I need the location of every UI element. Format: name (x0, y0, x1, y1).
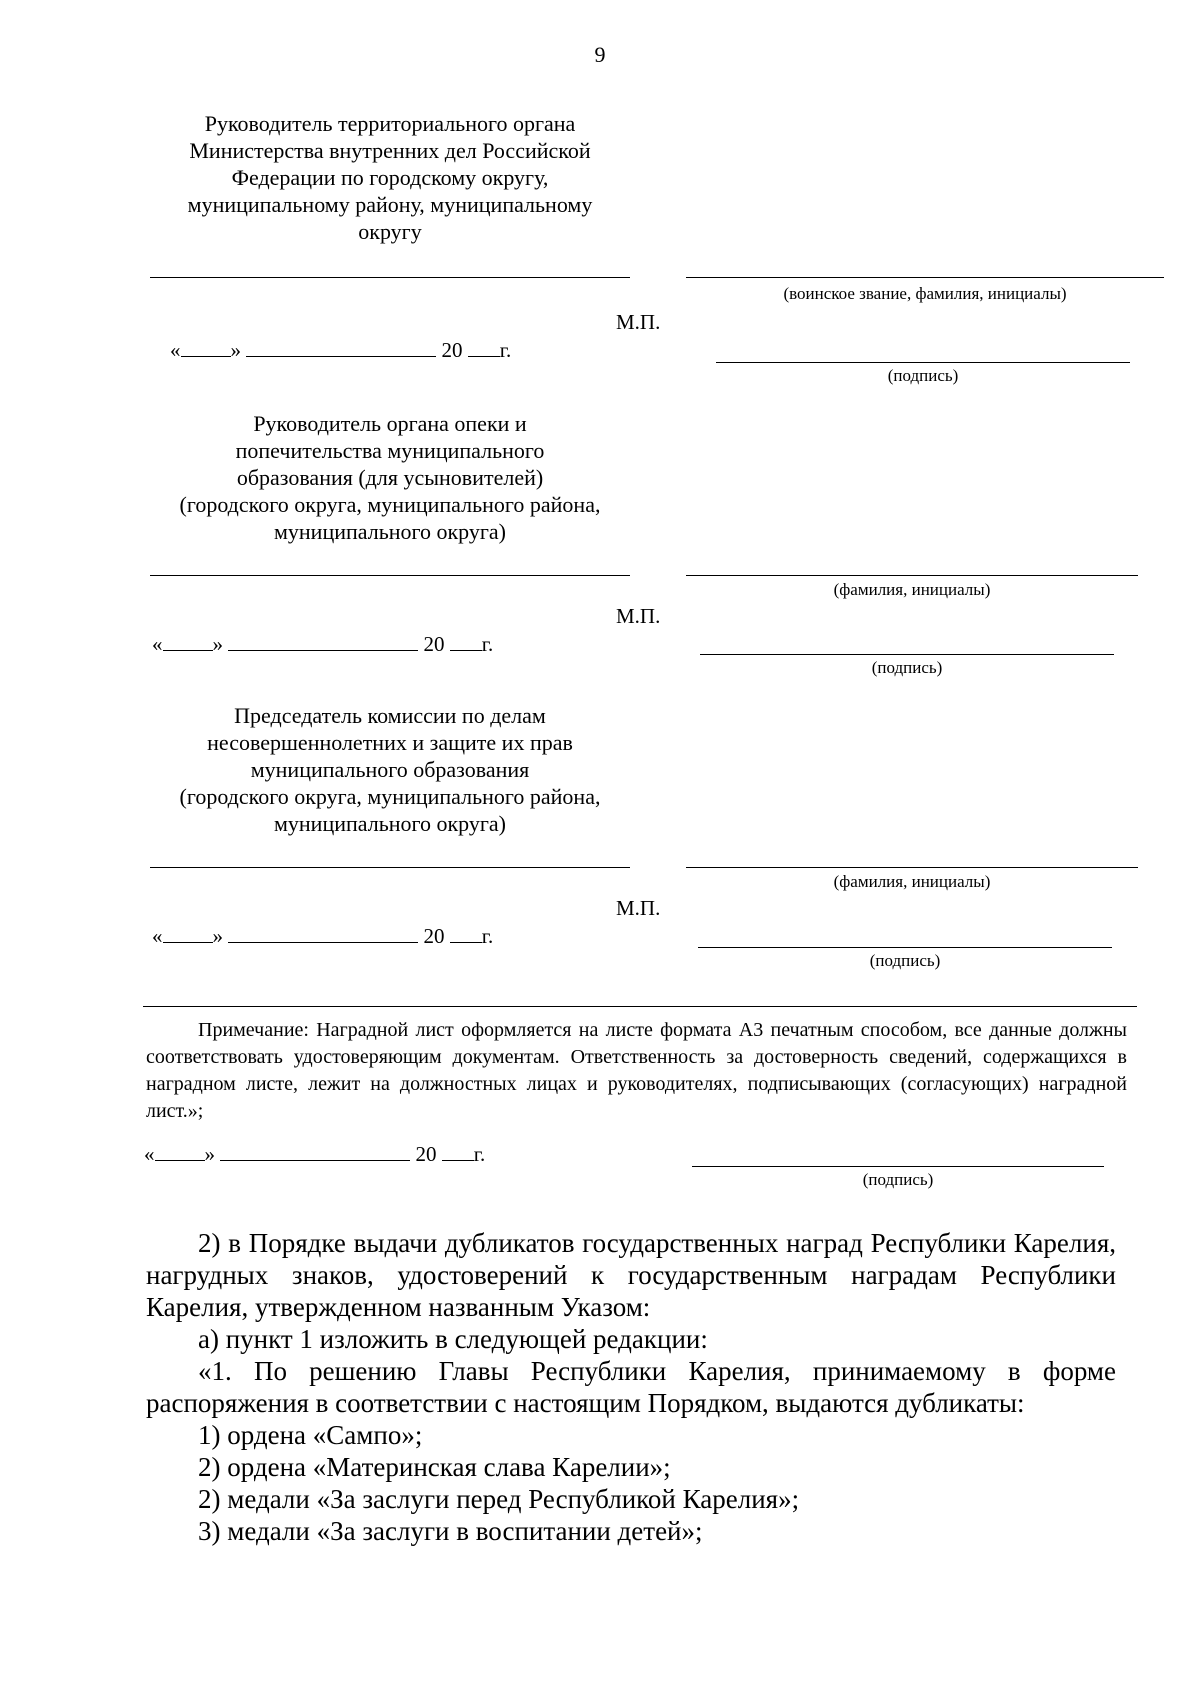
date-field: « » 20 г. (152, 924, 494, 948)
day-blank (155, 1142, 205, 1161)
name-line (686, 277, 1164, 278)
month-blank (246, 338, 436, 357)
month-blank (228, 632, 418, 651)
title-line: (городского округа, муниципального района, (179, 784, 601, 809)
signature-caption: (подпись) (862, 1170, 934, 1189)
separator-line (143, 1006, 1137, 1007)
paragraph: а) пункт 1 изложить в следующей редакции: (198, 1324, 708, 1354)
paragraph: 2) в Порядке выдачи дубликатов государственных наград Республики Карелия, нагрудных знаков, удостоверений к государственным наградам Республики Карелия, утвержденном названным Указом: (146, 1228, 1116, 1322)
year-blank (442, 1142, 474, 1161)
title-line: (городского округа, муниципального района, (179, 492, 601, 517)
name-caption: (воинское звание, фамилия, инициалы) (783, 284, 1067, 303)
title-line: Министерства внутренних дел Российской (189, 138, 591, 163)
paragraph: «1. По решению Главы Республики Карелия, принимаемому в форме распоряжения в соответствии с настоящим Порядком, выдаются дубликаты: (146, 1356, 1116, 1418)
list-item: 1) ордена «Сампо»; (198, 1420, 423, 1450)
title-line: Федерации по городскому округу, (231, 165, 549, 190)
title-line: Руководитель территориального органа (204, 111, 576, 136)
note (146, 1017, 1127, 1125)
signature-caption: (подпись) (869, 951, 941, 970)
year-blank (468, 338, 500, 357)
date-field: « » 20 г. (170, 338, 512, 362)
date-field: « » 20 г. (152, 632, 494, 656)
stamp-mark: М.П. (616, 604, 661, 628)
signature-caption: (подпись) (887, 366, 959, 385)
signature-line (692, 1166, 1104, 1167)
signature-line (716, 362, 1130, 363)
day-blank (163, 924, 213, 943)
name-line (686, 867, 1138, 868)
note-date-field: « » 20 г. (144, 1142, 486, 1166)
month-blank (228, 924, 418, 943)
org-line (150, 575, 630, 576)
day-blank (181, 338, 231, 357)
signature-block-1-title (150, 110, 630, 245)
note-text: Примечание: Наградной лист оформляется на листе формата А3 печатным способом, все данные должны соответствовать удостоверяющим документам. Ответственность за достоверность сведений, содержащихся в наградном листе, лежит на должностных лицах и руководителях, подписывающих (согласующих) наградной лист.»; (146, 1019, 1127, 1122)
signature-line (698, 947, 1112, 948)
title-line: попечительства муниципального (235, 438, 545, 463)
list-item: 2) ордена «Материнская слава Карелии»; (198, 1452, 671, 1482)
list-item: 3) медали «За заслуги в воспитании детей»; (198, 1516, 703, 1546)
page-number: 9 (594, 42, 606, 67)
name-line (686, 575, 1138, 576)
title-line: муниципального округа) (273, 519, 507, 544)
signature-line (700, 654, 1114, 655)
title-line: Руководитель органа опеки и (253, 411, 527, 436)
name-caption: (фамилия, инициалы) (833, 872, 991, 891)
signature-caption: (подпись) (871, 658, 943, 677)
year-blank (450, 924, 482, 943)
month-blank (220, 1142, 410, 1161)
title-line: муниципального образования (250, 757, 530, 782)
title-line: образования (для усыновителей) (236, 465, 544, 490)
body-text (146, 1227, 1116, 1547)
title-line: Председатель комиссии по делам (234, 703, 546, 728)
title-line: несовершеннолетних и защите их прав (207, 730, 573, 755)
signature-block-3-title (150, 702, 630, 837)
stamp-mark: М.П. (616, 896, 661, 920)
title-line: муниципального округа) (273, 811, 507, 836)
signature-block-2-title (150, 410, 630, 545)
title-line: округу (358, 219, 422, 244)
org-line (150, 867, 630, 868)
list-item: 2) медали «За заслуги перед Республикой Карелия»; (198, 1484, 800, 1514)
org-line (150, 277, 630, 278)
name-caption: (фамилия, инициалы) (833, 580, 991, 599)
title-line: муниципальному району, муниципальному (187, 192, 593, 217)
day-blank (163, 632, 213, 651)
stamp-mark: М.П. (616, 310, 661, 334)
year-blank (450, 632, 482, 651)
